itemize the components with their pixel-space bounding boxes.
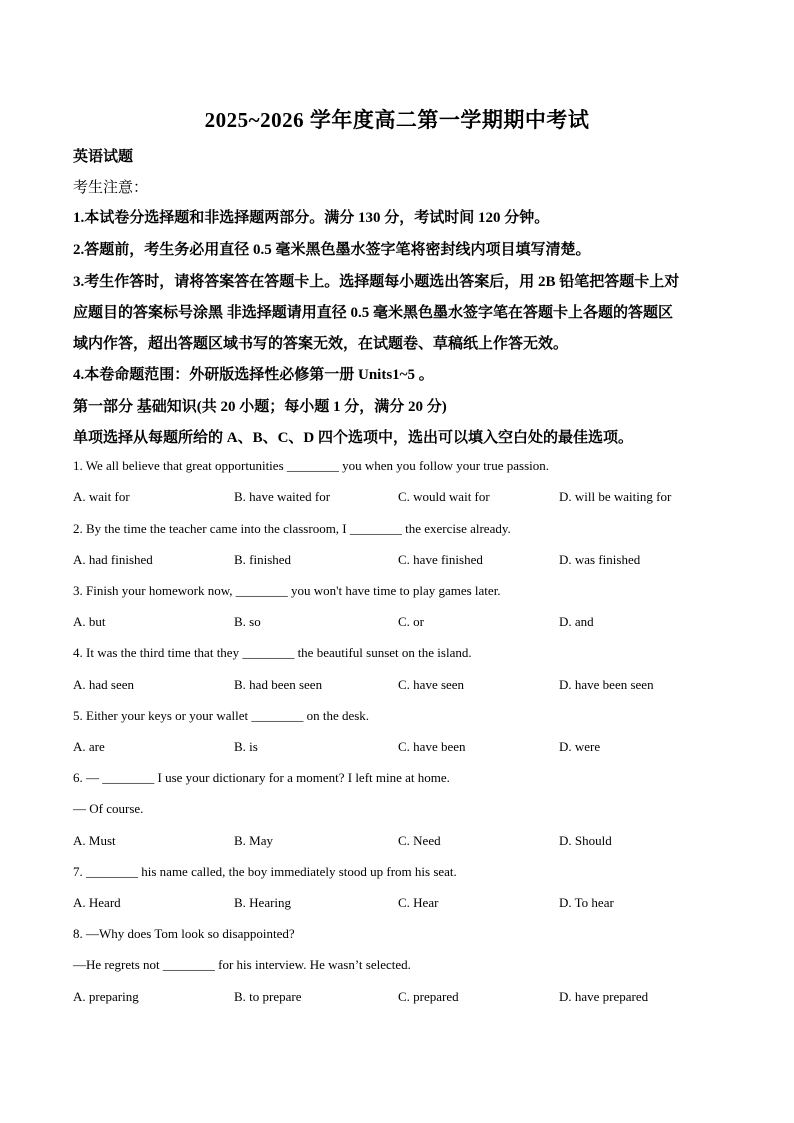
option-b: B. May [234, 833, 273, 848]
question-options [73, 739, 733, 757]
option-c: C. have finished [398, 552, 483, 567]
option-a: A. had seen [73, 677, 135, 692]
option-c: C. Hear [398, 895, 439, 910]
option-a: A. had finished [73, 552, 153, 567]
question-stem: 3. Finish your homework now, ________ you won't have time to play games later. [73, 583, 501, 598]
option-c: C. would wait for [398, 489, 490, 504]
question-options [73, 677, 733, 695]
option-b: B. to prepare [234, 989, 302, 1004]
option-c: C. Need [398, 833, 441, 848]
option-a: A. Must [73, 833, 116, 848]
question-options [73, 552, 733, 570]
option-a: A. preparing [73, 989, 139, 1004]
question-stem: 8. —Why does Tom look so disappointed? [73, 926, 295, 941]
option-d: D. To hear [559, 895, 614, 910]
question-stem: 5. Either your keys or your wallet ________ on the desk. [73, 708, 370, 723]
part-heading: 第一部分 基础知识(共 20 小题；每小题 1 分，满分 20 分) [73, 399, 447, 415]
option-b: B. finished [234, 552, 292, 567]
question-options [73, 489, 733, 507]
option-a: A. but [73, 614, 106, 629]
option-c: C. have been [398, 739, 466, 754]
question-options [73, 989, 733, 1007]
question-stem: 2. By the time the teacher came into the classroom, I ________ the exercise already. [73, 521, 511, 536]
option-b: B. had been seen [234, 677, 323, 692]
question-stem: 1. We all believe that great opportunities ________ you when you follow your true passion. [73, 458, 550, 473]
notice-item: 3.考生作答时，请将答案答在答题卡上。选择题每小题选出答案后，用 2B 铅笔把答题卡上对 [73, 274, 680, 290]
question-stem: 4. It was the third time that they ________ the beautiful sunset on the island. [73, 645, 472, 660]
notice-item: 应题目的答案标号涂黑 非选择题请用直径 0.5 毫米黑色墨水签字笔在答题卡上各题的答题区 [73, 305, 674, 321]
notice-heading: 考生注意： [73, 180, 149, 196]
question-stem: 7. ________ his name called, the boy immediately stood up from his seat. [73, 864, 457, 879]
option-a: A. Heard [73, 895, 121, 910]
option-d: D. were [559, 739, 601, 754]
question-stem-reply: —He regrets not ________ for his interview. He wasn’t selected. [73, 957, 411, 972]
question-options [73, 895, 733, 913]
question-stem: 6. — ________ I use your dictionary for a moment? I left mine at home. [73, 770, 450, 785]
notice-item: 1.本试卷分选择题和非选择题两部分。满分 130 分，考试时间 120 分钟。 [73, 210, 550, 226]
notice-item: 2.答题前，考生务必用直径 0.5 毫米黑色墨水签字笔将密封线内项目填写清楚。 [73, 242, 591, 258]
question-stem-reply: — Of course. [73, 801, 144, 816]
question-options [73, 833, 733, 851]
option-b: B. have waited for [234, 489, 331, 504]
option-b: B. so [234, 614, 261, 629]
subject-label: 英语试题 [73, 149, 134, 165]
option-b: B. Hearing [234, 895, 292, 910]
option-d: D. have prepared [559, 989, 649, 1004]
option-d: D. have been seen [559, 677, 654, 692]
option-c: C. prepared [398, 989, 459, 1004]
option-c: C. have seen [398, 677, 465, 692]
option-a: A. wait for [73, 489, 130, 504]
option-c: C. or [398, 614, 424, 629]
option-d: D. was finished [559, 552, 641, 567]
exam-title: 2025~2026 学年度高二第一学期期中考试 [204, 108, 590, 132]
notice-item: 域内作答，超出答题区域书写的答案无效，在试题卷、草稿纸上作答无效。 [73, 336, 569, 352]
section-instruction: 单项选择从每题所给的 A、B、C、D 四个选项中，选出可以填入空白处的最佳选项。 [73, 430, 634, 446]
notice-item: 4.本卷命题范围：外研版选择性必修第一册 Units1~5 。 [73, 367, 434, 383]
option-d: D. Should [559, 833, 612, 848]
question-options [73, 614, 733, 632]
option-a: A. are [73, 739, 105, 754]
option-b: B. is [234, 739, 258, 754]
option-d: D. and [559, 614, 594, 629]
option-d: D. will be waiting for [559, 489, 672, 504]
